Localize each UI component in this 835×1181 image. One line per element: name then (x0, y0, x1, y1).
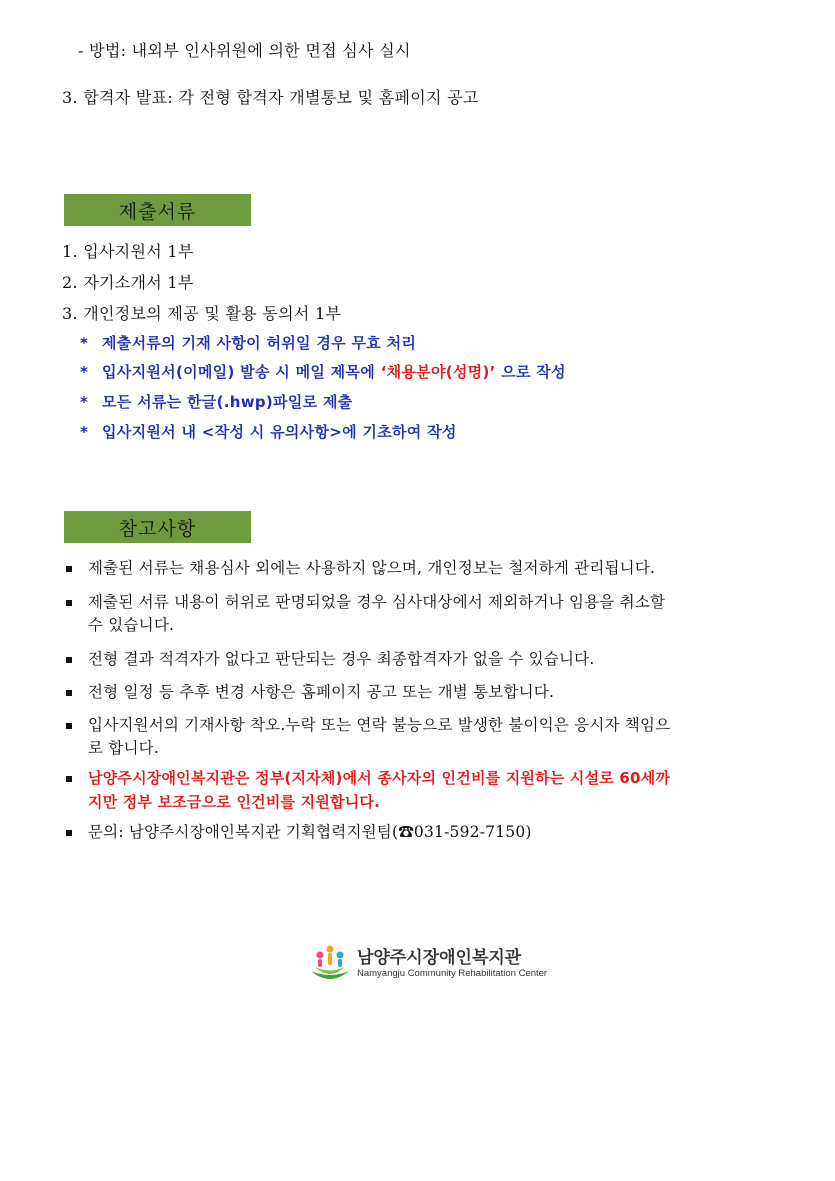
reference-item-7-contact: 문의: 남양주시장애인복지관 기획협력지원팀(☎031-592-7150) (88, 823, 532, 841)
document-note-text: 입사지원서(이메일) 발송 시 메일 제목에 (102, 363, 381, 381)
reference-item-1: 제출된 서류는 채용심사 외에는 사용하지 않으며, 개인정보는 철저하게 관리됩니다. (88, 559, 656, 577)
document-item-2: 2. 자기소개서 1부 (62, 273, 194, 292)
document-note-text: 입사지원서 내 <작성 시 유의사항>에 기초하여 작성 (102, 423, 457, 441)
announcement-line: 3. 합격자 발표: 각 전형 합격자 개별통보 및 홈페이지 공고 (62, 88, 479, 107)
reference-item-2a: 제출된 서류 내용이 허위로 판명되었을 경우 심사대상에서 제외하거나 임용을 취소할 (88, 593, 666, 611)
logo-mark-icon (307, 941, 353, 987)
reference-item-5b: 로 합니다. (88, 739, 159, 757)
asterisk-icon: * (80, 363, 89, 381)
document-note-3 (80, 391, 353, 412)
document-note-text: 모든 서류는 한글(.hwp)파일로 제출 (102, 393, 353, 411)
document-note-2 (80, 361, 566, 382)
square-bullet-icon (66, 830, 72, 836)
reference-item-3: 전형 결과 적격자가 없다고 판단되는 경우 최종합격자가 없을 수 있습니다. (88, 650, 595, 668)
asterisk-icon: * (80, 393, 89, 411)
square-bullet-icon (66, 566, 72, 572)
reference-item-2b: 수 있습니다. (88, 616, 175, 634)
asterisk-icon: * (80, 423, 89, 441)
square-bullet-icon (66, 600, 72, 606)
reference-item-6b: 지만 정부 보조금으로 인건비를 지원합니다. (88, 793, 381, 811)
document-note-text: 제출서류의 기재 사항이 허위일 경우 무효 처리 (102, 334, 417, 352)
document-item-3: 3. 개인정보의 제공 및 활용 동의서 1부 (62, 304, 342, 323)
logo-name-english: Namyangju Community Rehabilitation Center (357, 968, 548, 979)
reference-item-6a: 남양주시장애인복지관은 정부(지자체)에서 종사자의 인건비를 지원하는 시설로 60세까 (88, 769, 671, 787)
square-bullet-icon (66, 723, 72, 729)
square-bullet-icon (66, 657, 72, 663)
logo-name-korean: 남양주시장애인복지관 (357, 948, 522, 968)
section-header-reference: 참고사항 (64, 511, 251, 543)
email-subject-format: ‘채용분야(성명)’ (380, 363, 496, 381)
asterisk-icon: * (80, 334, 89, 352)
square-bullet-icon (66, 776, 72, 782)
organization-logo (307, 941, 548, 991)
document-note-text: 으로 작성 (495, 363, 566, 381)
reference-item-5a: 입사지원서의 기재사항 착오.누락 또는 연락 불능으로 발생한 불이익은 응시자 책임으 (88, 716, 671, 734)
section-header-documents: 제출서류 (64, 194, 251, 226)
document-note-1 (80, 332, 416, 353)
method-line: - 방법: 내외부 인사위원에 의한 면접 심사 실시 (78, 41, 411, 60)
reference-item-4: 전형 일정 등 추후 변경 사항은 홈페이지 공고 또는 개별 통보합니다. (88, 683, 555, 701)
document-item-1: 1. 입사지원서 1부 (62, 242, 194, 261)
document-note-4 (80, 421, 457, 442)
square-bullet-icon (66, 690, 72, 696)
